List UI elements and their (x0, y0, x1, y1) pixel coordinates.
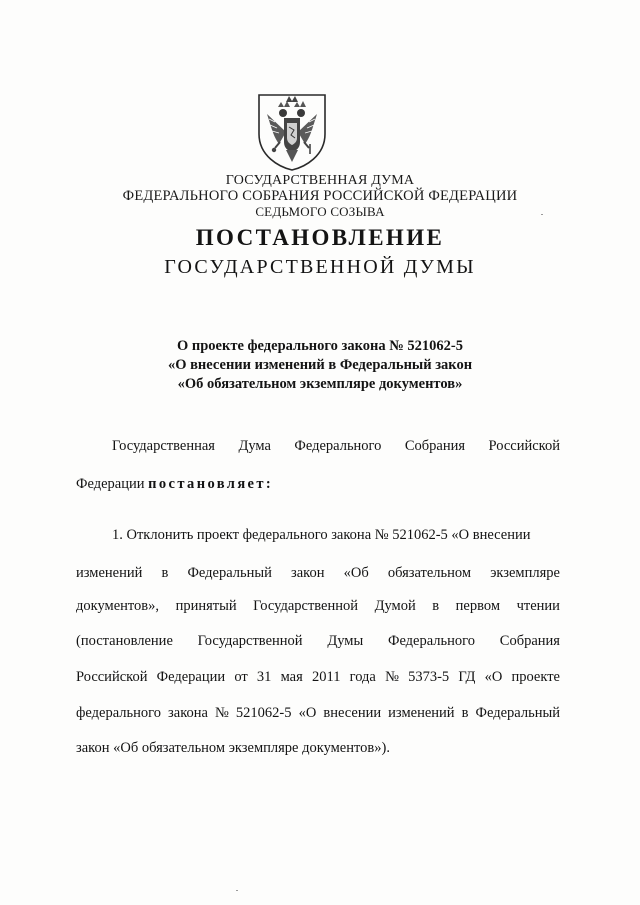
word: Федерации (156, 669, 226, 685)
convocation: СЕДЬМОГО СОЗЫВА (255, 204, 385, 219)
word: федерального (76, 705, 161, 721)
word: изменений (76, 565, 143, 581)
word: № (215, 705, 229, 721)
word: Федерального (294, 438, 382, 454)
word: «О (298, 705, 317, 721)
word: закон (291, 565, 325, 581)
subject-line-3: «Об обязательном экземпляре документов» (177, 376, 463, 392)
word: в (461, 705, 469, 721)
word: Собрания (499, 633, 560, 649)
word: документов», (76, 598, 160, 614)
word: чтении (516, 598, 560, 614)
word: года (349, 669, 376, 685)
paragraph1-line-2 (76, 565, 560, 582)
document-subtitle: ГОСУДАРСТВЕННОЙ ДУМЫ (164, 256, 476, 278)
word: принятый (175, 598, 237, 614)
scan-speck (541, 214, 543, 215)
word: экземпляре (490, 565, 560, 581)
russian-coat-of-arms-icon (253, 92, 331, 172)
word: ГД (458, 669, 476, 685)
word: Государственная (112, 438, 215, 454)
word: 31 (256, 669, 272, 685)
preamble-line-2 (76, 476, 560, 493)
word: Думы (327, 633, 364, 649)
word: «О (484, 669, 503, 685)
word: первом (455, 598, 501, 614)
word: Федерации (76, 476, 149, 492)
word: Российской (488, 438, 560, 454)
paragraph1-line-3 (76, 598, 560, 615)
paragraph1-line-1: 1. Отклонить проект федерального закона № 521062-5 «О внесении (112, 527, 531, 543)
word: Государственной (197, 633, 303, 649)
word: Дума (238, 438, 271, 454)
paragraph1-line-7: закон «Об обязательном экземпляре документов»). (76, 740, 390, 756)
scan-speck (236, 890, 238, 891)
word: «Об (343, 565, 369, 581)
word: Федеральный (475, 705, 560, 721)
parliament-name: ФЕДЕРАЛЬНОГО СОБРАНИЯ РОССИЙСКОЙ ФЕДЕРАЦИИ (122, 188, 518, 204)
word: 521062-5 (235, 705, 292, 721)
subject-line-2: «О внесении изменений в Федеральный закон (167, 357, 473, 373)
paragraph1-line-4 (76, 633, 560, 650)
paragraph1-line-5 (76, 669, 560, 686)
document-title: ПОСТАНОВЛЕНИЕ (195, 225, 445, 250)
word: Государственной (253, 598, 359, 614)
word: № (385, 669, 399, 685)
institution-name: ГОСУДАРСТВЕННАЯ ДУМА (225, 173, 415, 188)
resolves-word: постановляет: (148, 476, 274, 492)
preamble-line-1 (112, 438, 560, 455)
word: обязательном (387, 565, 472, 581)
word: Российской (76, 669, 148, 685)
word: 2011 (311, 669, 341, 685)
subject-line-1: О проекте федерального закона № 521062-5 (176, 338, 464, 354)
paragraph1-line-6 (76, 705, 560, 722)
word: от (234, 669, 248, 685)
word: Федерального (387, 633, 476, 649)
word: внесении (323, 705, 382, 721)
word: (постановление (76, 633, 173, 649)
word: в (161, 565, 169, 581)
word: в (432, 598, 440, 614)
word: проекте (511, 669, 560, 685)
word: изменений (388, 705, 455, 721)
word: мая (280, 669, 303, 685)
word: Думой (374, 598, 416, 614)
word: Собрания (404, 438, 466, 454)
word: закона (168, 705, 208, 721)
word: 5373-5 (408, 669, 450, 685)
word: Федеральный (187, 565, 272, 581)
